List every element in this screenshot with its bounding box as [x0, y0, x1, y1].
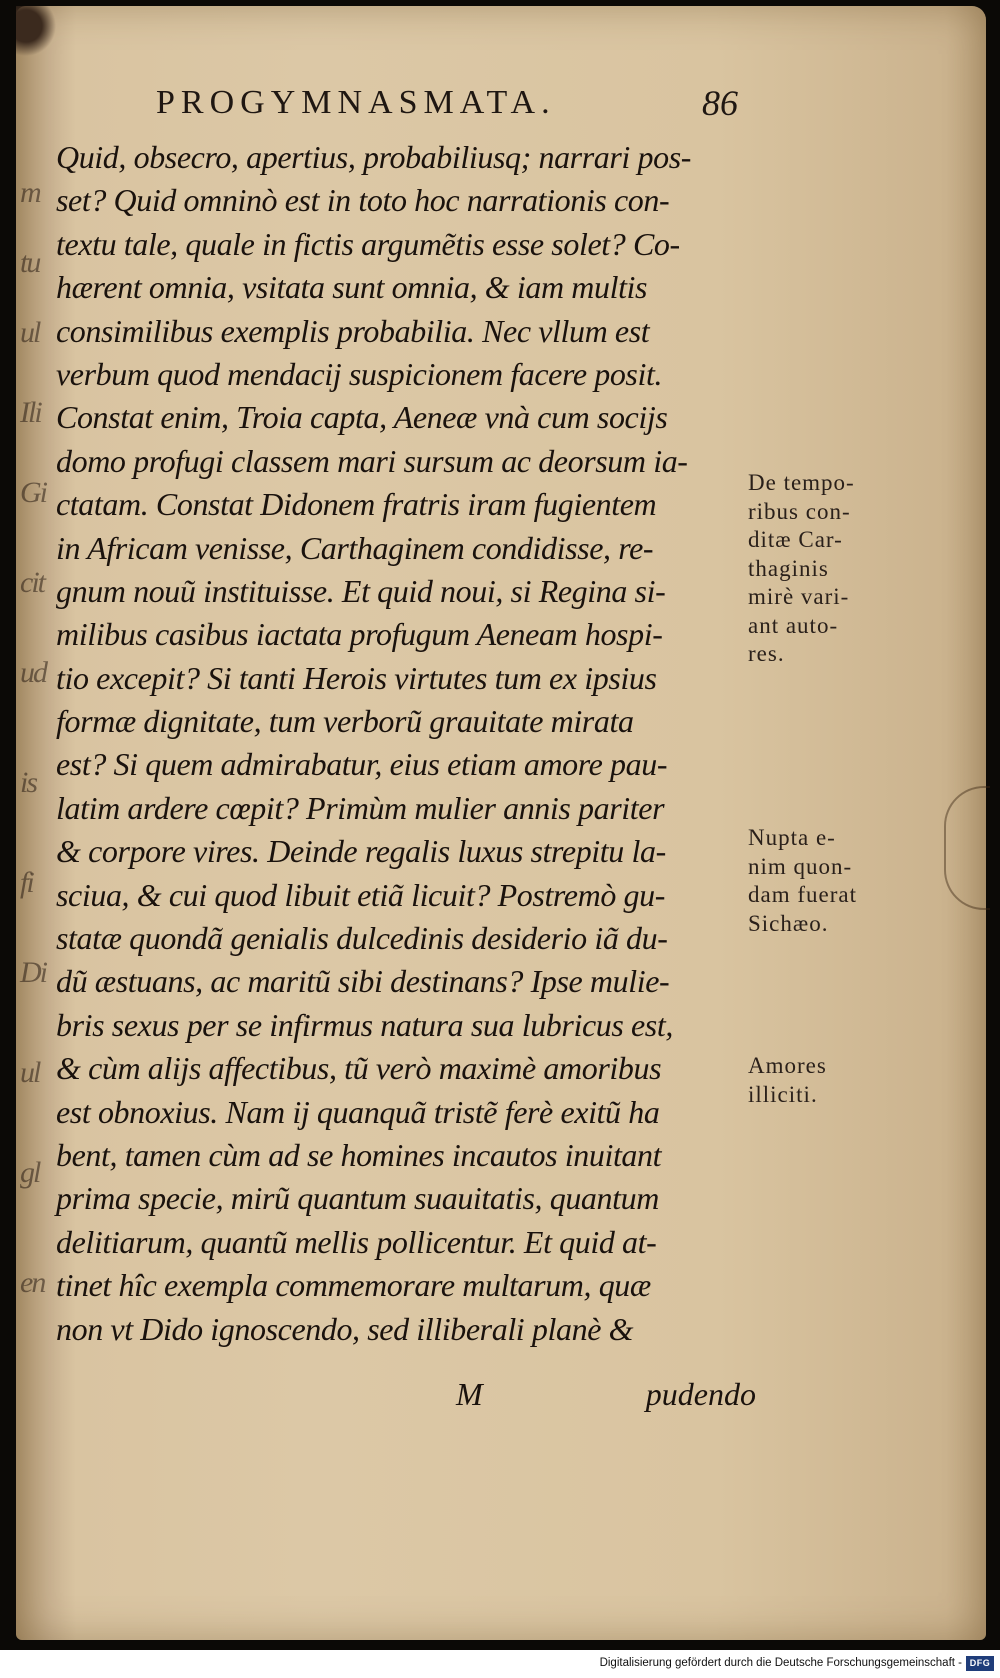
marginal-line: Sichæo. — [748, 910, 829, 936]
page-header — [156, 84, 756, 134]
credit-text: Digitalisierung gefördert durch die Deutsche Forschungsgemeinschaft - — [599, 1657, 962, 1669]
text-line: & corpore vires. Deinde regalis luxus strepitu la- — [56, 833, 666, 870]
text-line: bris sexus per se infirmus natura sua lubricus est, — [56, 1006, 673, 1043]
marginal-line: thaginis — [748, 555, 829, 581]
signature-mark: M — [456, 1376, 483, 1412]
text-line: gnum nouũ instituisse. Et quid noui, si Regina si- — [56, 572, 666, 609]
marginal-line: mirè vari- — [748, 584, 850, 609]
catchword-row — [56, 1376, 756, 1426]
marginal-line: nim quon- — [748, 853, 853, 879]
text-line: domo profugi classem mari sursum ac deorsum ia- — [56, 442, 688, 479]
text-line: prima specie, mirũ quantum suauitatis, quantum — [56, 1180, 659, 1217]
text-line: hærent omnia, vsitata sunt omnia, & iam multis — [56, 269, 648, 306]
marginal-line: res. — [748, 641, 785, 666]
book-page — [16, 6, 986, 1640]
main-text-block — [56, 136, 756, 1351]
text-line: tio excepit? Si tanti Herois virtutes tum ex ipsius — [56, 659, 657, 696]
text-line: set? Quid omninò est in toto hoc narrationis con- — [56, 182, 670, 219]
marginal-note-nupta — [748, 824, 913, 938]
marginal-line: dam fuerat — [748, 882, 857, 907]
text-line: dũ æstuans, ac maritũ sibi destinans? Ipse mulie- — [56, 963, 670, 1000]
text-line: est obnoxius. Nam ij quanquã tristẽ ferè exitũ ha — [56, 1093, 660, 1130]
marginal-line: De tempo- — [748, 470, 855, 495]
text-line: latim ardere cœpit? Primùm mulier annis pariter — [56, 789, 665, 826]
clasp-shadow — [944, 786, 990, 910]
marginal-line: ditæ Car- — [748, 527, 843, 552]
text-line: Quid, obsecro, apertius, probabiliusq; narrari pos- — [56, 139, 692, 175]
page-number: 86 — [702, 83, 738, 123]
text-line: milibus casibus iactata profugum Aeneam hospi- — [56, 616, 663, 653]
text-line: non vt Dido ignoscendo, sed illiberali planè & — [56, 1310, 634, 1347]
text-line: formæ dignitate, tum verborũ grauitate mirata — [56, 703, 634, 740]
catchword: pudendo — [645, 1376, 756, 1412]
offset-ghost-print — [761, 741, 911, 801]
text-line: consimilibus exemplis probabilia. Nec vllum est — [56, 312, 650, 349]
text-line: est? Si quem admirabatur, eius etiam amore pau- — [56, 746, 668, 783]
text-line: tinet hîc exempla commemorare multarum, quæ — [56, 1267, 651, 1304]
text-line: in Africam venisse, Carthaginem condidisse, re- — [56, 529, 654, 566]
marginal-note-tempora — [748, 469, 913, 669]
text-line: statæ quondã genialis dulcedinis desiderio iã du- — [56, 920, 668, 957]
credit-bar — [0, 1650, 1000, 1678]
text-line: sciua, & cui quod libuit etiã licuit? Postremò gu- — [56, 876, 665, 913]
marginal-line: ant auto- — [748, 612, 839, 638]
text-line: delitiarum, quantũ mellis pollicentur. Et quid at- — [56, 1223, 657, 1260]
text-line: & cùm alijs affectibus, tũ verò maximè amoribus — [56, 1050, 662, 1087]
text-line: bent, tamen cùm ad se homines incautos inuitant — [56, 1136, 662, 1173]
marginal-line: Amores — [748, 1053, 827, 1078]
text-line: textu tale, quale in fictis argumẽtis esse solet? Co- — [56, 225, 680, 262]
text-line: Constat enim, Troia capta, Aeneæ vnà cum socijs — [56, 399, 668, 436]
marginal-line: Nupta e- — [748, 825, 836, 850]
marginal-line: illiciti. — [748, 1081, 818, 1107]
marginal-line: ribus con- — [748, 498, 851, 524]
dfg-logo: DFG — [966, 1656, 994, 1671]
gutter-bleed-through: m tu ul Ili Gi cit ud is fi Di ul gl en — [20, 176, 46, 1299]
text-line: ctatam. Constat Didonem fratris iram fugientem — [56, 486, 657, 523]
marginal-note-amores — [748, 1052, 913, 1109]
text-line: verbum quod mendacij suspicionem facere posit. — [56, 355, 663, 392]
running-title: PROGYMNASMATA. — [156, 84, 556, 121]
